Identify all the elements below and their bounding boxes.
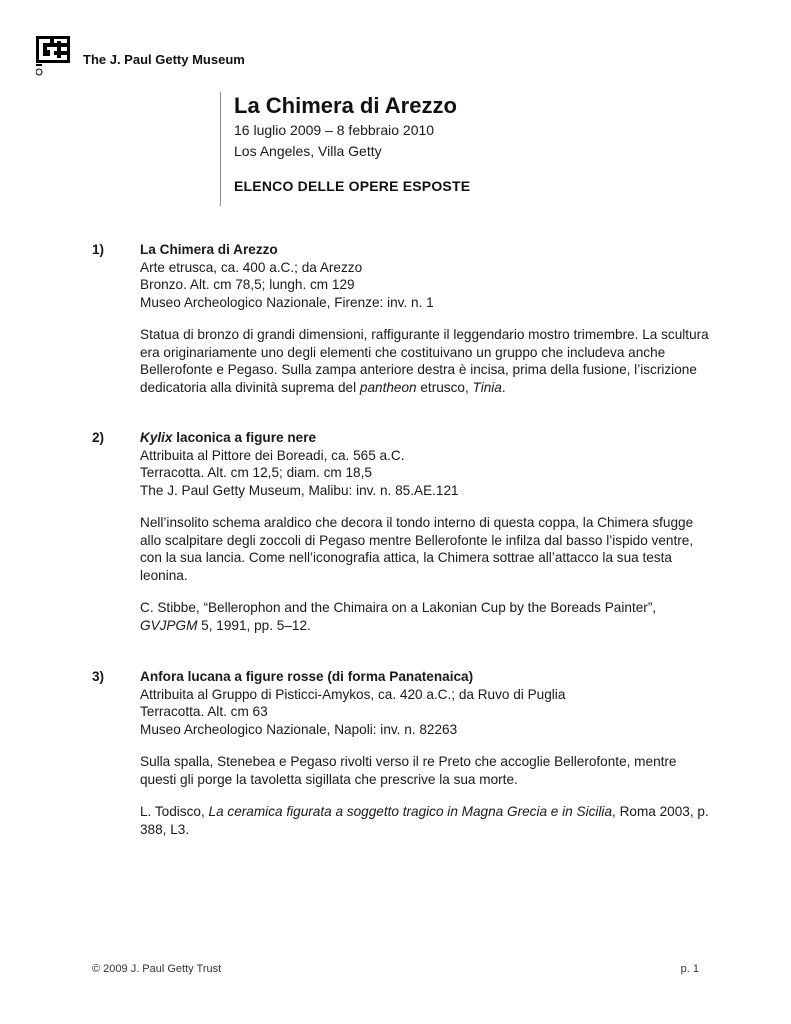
entry-meta-line: Attribuita al Pittore dei Boreadi, ca. 565 a.C. xyxy=(140,447,405,463)
entry-meta-line: Attribuita al Gruppo di Pisticci-Amykos, ca. 420 a.C.; da Ruvo di Puglia xyxy=(140,686,566,702)
entry-reference: L. Todisco, La ceramica figurata a soggetto tragico in Magna Grecia e in Sicilia, Roma 2003, p. 388, L3. xyxy=(140,804,709,837)
organization-name: The J. Paul Getty Museum xyxy=(83,52,245,67)
entry-number: 1) xyxy=(92,242,105,257)
entry-meta-line: Arte etrusca, ca. 400 a.C.; da Arezzo xyxy=(140,259,363,275)
page-title: La Chimera di Arezzo xyxy=(234,93,457,118)
entry-meta-line: Terracotta. Alt. cm 12,5; diam. cm 18,5 xyxy=(140,465,372,480)
entry-description: Sulla spalla, Stenebea e Pegaso rivolti verso il re Preto che accoglie Bellerofonte, mentre questi gli porge la tavoletta sigillata che prescrive la sua morte. xyxy=(140,754,677,787)
entry-title: Anfora lucana a figure rosse (di forma Panatenaica) xyxy=(140,669,474,684)
getty-logo-icon xyxy=(36,36,70,76)
entry-title: La Chimera di Arezzo xyxy=(140,242,278,257)
entry-meta-line: Bronzo. Alt. cm 78,5; lungh. cm 129 xyxy=(140,277,355,292)
entry-title: Kylix laconica a figure nere xyxy=(140,430,317,445)
entry-reference: C. Stibbe, “Bellerophon and the Chimaira on a Lakonian Cup by the Boreads Painter”, GVJPGM 5, 1991, pp. 5–12. xyxy=(140,600,657,633)
page-number: p. 1 xyxy=(680,963,699,975)
section-heading: ELENCO DELLE OPERE ESPOSTE xyxy=(234,178,471,194)
entry-2 xyxy=(92,429,712,634)
entry-number: 3) xyxy=(92,669,105,684)
entry-meta-line: Terracotta. Alt. cm 63 xyxy=(140,704,268,719)
entry-meta-line: Museo Archeologico Nazionale, Firenze: inv. n. 1 xyxy=(140,294,434,310)
exhibition-dates: 16 luglio 2009 – 8 febbraio 2010 xyxy=(234,122,435,138)
exhibition-location: Los Angeles, Villa Getty xyxy=(234,143,382,159)
title-block xyxy=(220,92,470,206)
entry-meta-line: Museo Archeologico Nazionale, Napoli: inv. n. 82263 xyxy=(140,721,458,737)
entry-description: Nell’insolito schema araldico che decora il tondo interno di questa coppa, la Chimera sfugge allo scalpitare degli zoccoli di Pegaso mentre Bellerofonte le infilza dal basso l’ispido ventre, con la sua lancia. Come nell’iconografia attica, la Chimera sottrae all’attacco la sua testa leonina. xyxy=(140,515,694,583)
entry-number: 2) xyxy=(92,430,105,445)
footer-copyright: © 2009 J. Paul Getty Trust xyxy=(92,963,222,975)
entry-3 xyxy=(92,668,712,838)
entry-1 xyxy=(92,241,712,396)
entry-description: Statua di bronzo di grandi dimensioni, raffigurante il leggendario mostro trimembre. La scultura era originariamente uno degli elementi che costituivano un gruppo che includeva anche Bellerofonte e Pegaso. Sulla zampa anteriore destra è incisa, prima della fusione, l’iscrizione dedicatoria alla divinità suprema del pantheon etrusco, Tinia. xyxy=(140,327,709,395)
entry-meta-line: The J. Paul Getty Museum, Malibu: inv. n. 85.AE.121 xyxy=(140,482,459,498)
